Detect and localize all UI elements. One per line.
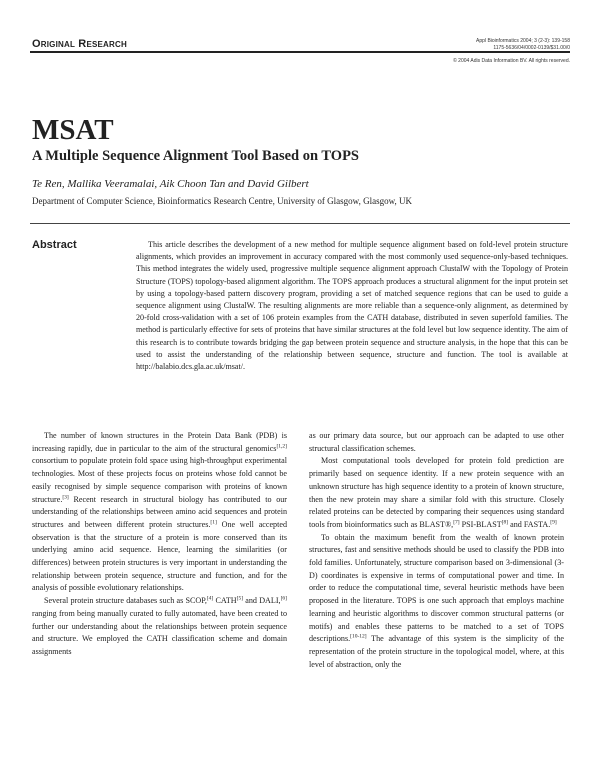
citation-ref: [9]: [550, 519, 557, 526]
citation-ref: [7]: [453, 519, 460, 526]
text-run: The advantage of this system is the simplicity of the representation of the protein structure in the topological model, where, at this level of abstraction, only the: [309, 634, 564, 669]
section-label-text: Original Research: [32, 38, 127, 50]
author-list: Te Ren, Mallika Veeramalai, Aik Choon Tan and David Gilbert: [32, 178, 309, 190]
paragraph: [32, 595, 287, 659]
journal-issn: 1175-5636/04/0002-0139/$31.00/0: [493, 44, 570, 51]
citation-ref: [1,2]: [276, 443, 287, 450]
header-rule: [30, 51, 570, 53]
journal-info: [476, 38, 570, 51]
citation-ref: [5]: [236, 595, 244, 602]
text-run: ranging from being manually curated to fully automated, have been created to further our understanding about the relationships between protein sequence and structure. We employed the CATH classification scheme and domain assignments: [32, 608, 287, 656]
abstract-text: This article describes the development of a new method for multiple sequence alignment based on fold-level protein structure alignments, which provides an improvement in accuracy compared with the most commonly used sequence-only-based techniques. This method integrates the widely used, progressive multiple sequence alignment approach ClustalW with the Topology of Protein Structure (TOPS) topology-based alignment algorithm. The TOPS approach produces a structural alignment for the input protein set by using a topology-based pattern discovery program, providing a set of matched sequence regions that can be used to guide a sequence alignment using ClustalW. The resulting alignments are more reliable than a sequence-only alignment, as determined by 20-fold cross-validation with a set of 106 protein examples from the CATH database, distributed in seven superfold families. The method is particularly effective for sets of proteins that have similar structures at the fold level but low sequence identity. The aim of this research is to contribute towards bridging the gap between protein sequence and structure analysis, in the hope that this can be used to assist the understanding of the relationship between sequence, structure and function. The tool is available at http://balabio.dcs.gla.ac.uk/msat/.: [136, 240, 568, 372]
text-run: To obtain the maximum benefit from the wealth of known protein structures, fast and sensitive methods should be used to classify the PDB into fold families. Unfortunately, structure comparison based on 3-dimensional (3-D) coordinates is expensive in terms of computational power and time. In order to reduce the computational time, several heuristic methods have been proposed in the literature. TOPS is one such approach that employs machine learning and heuristic algorithms to discover common structural patterns (or motifs) and enables these patterns to be matched to a set of TOPS descriptions.: [309, 532, 564, 644]
text-run: and DALI,: [243, 596, 281, 606]
paragraph: [309, 455, 564, 531]
text-run: consortium to populate protein fold space using high-throughput experimental technologies. Most of these projects focus on proteins whose fold cannot be easily recognised by simple sequence comparison with proteins of known structure.: [32, 456, 287, 504]
article-title: MSAT: [32, 114, 114, 146]
text-run: CATH: [213, 596, 237, 606]
author-affiliation: Department of Computer Science, Bioinformatics Research Centre, University of Glasgow, Glasgow, UK: [32, 196, 412, 206]
citation-ref: [8]: [501, 519, 509, 526]
text-run: Recent research in structural biology has contributed to our understanding of the relationships between amino acid sequences and protein structures and between different protein structures.: [32, 494, 287, 529]
text-run: One well accepted observation is that the structure of a protein is more conserved than its underlying amino acid sequence. Hence, learning the similarities (or differences) between protein structures is very important in understanding the relationship between protein sequence, structure and function, and for the analysis of possible evolutionary relationships.: [32, 519, 287, 593]
text-run: PSI-BLAST: [459, 519, 502, 529]
abstract-heading: Abstract: [32, 239, 77, 251]
text-run: Most computational tools developed for protein fold prediction are primarily based on sequence identity. If a new protein sequence with an unknown structure has high sequence identity to a protein of known structure, then the new protein may share a similar fold with this structure. Closely related proteins can be detected by comparing their sequences using standard tools from bioinformatics such as BLAST®,: [309, 456, 564, 529]
citation-ref: [3]: [62, 493, 69, 500]
section-label: [32, 38, 127, 50]
journal-citation: Appl Bioinformatics 2004; 3 (2-3): 139-158: [476, 38, 570, 44]
paragraph: [32, 430, 287, 595]
paragraph: as our primary data source, but our approach can be adapted to use other structural classification schemes.: [309, 431, 564, 453]
citation-ref: [1]: [210, 519, 217, 526]
body-column-left: [32, 430, 287, 659]
citation-ref: [4]: [206, 595, 214, 602]
text-run: and FASTA.: [508, 519, 551, 529]
copyright-notice: © 2004 Adis Data Information BV. All rights reserved.: [453, 58, 570, 64]
citation-ref: [10-12]: [350, 633, 367, 640]
article-subtitle: A Multiple Sequence Alignment Tool Based on TOPS: [32, 148, 359, 164]
text-run: The number of known structures in the Protein Data Bank (PDB) is increasing rapidly, due in particular to the aim of the structural genomics: [32, 431, 287, 453]
abstract-rule: [30, 223, 570, 224]
body-column-right: [309, 430, 564, 671]
citation-ref: [6]: [280, 595, 287, 602]
paragraph: [309, 532, 564, 672]
text-run: Several protein structure databases such as SCOP,: [44, 596, 207, 606]
